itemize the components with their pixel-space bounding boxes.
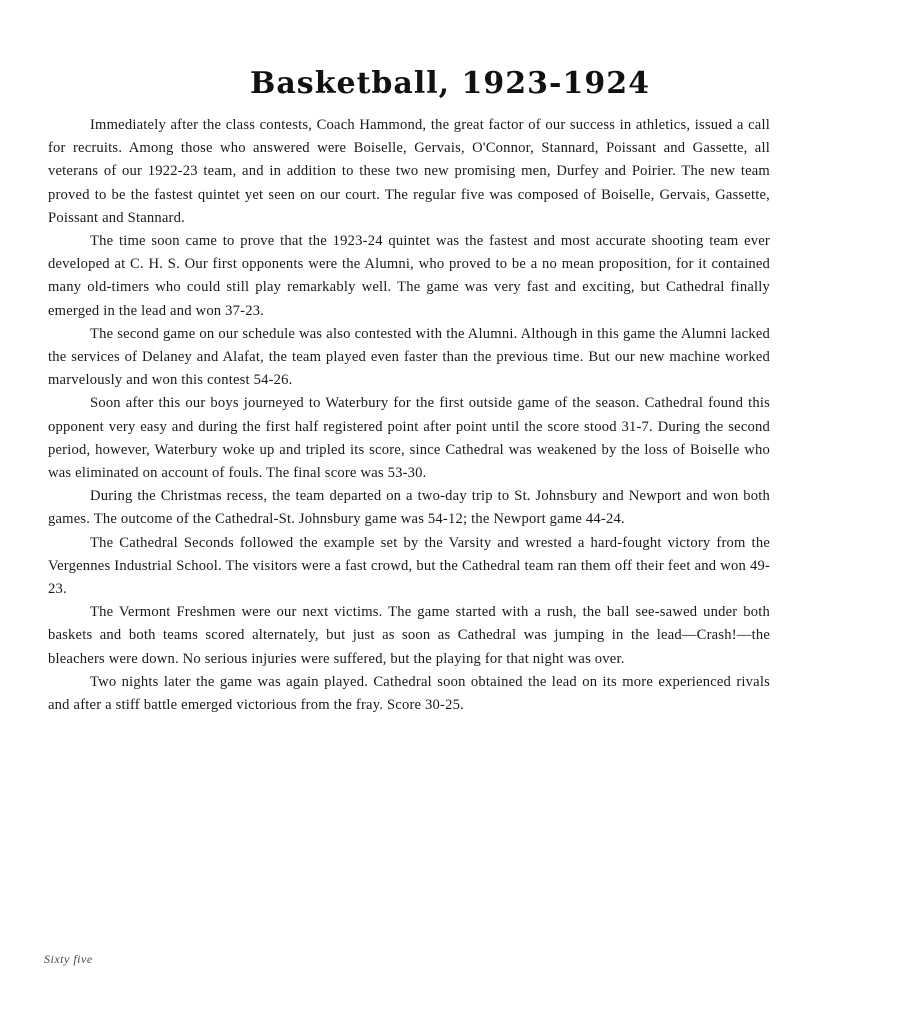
paragraph: During the Christmas recess, the team departed on a two-day trip to St. Johnsbury and Newport and won both games. The outcome of the Cathedral-St. Johnsbury game was 54-12; the Newport game 44-24. [48,488,770,528]
paragraph: Two nights later the game was again played. Cathedral soon obtained the lead on its more experienced rivals and after a stiff battle emerged victorious from the fray. Score 30-25. [48,673,770,714]
paragraph: Immediately after the class contests, Coach Hammond, the great factor of our success in athletics, issued a call for recruits. Among those who answered were Boiselle, Gervais, O'Connor, Stannard, Poissant and Gassette, all veterans of our 1922-23 team, and in addition to these two new promising men, Durfey and Poirier. The new team proved to be the fastest quintet yet seen on our court. The regular five was composed of Boiselle, Gervais, Gassette, Poissant and Stannard. [48,117,770,226]
paragraph: The time soon came to prove that the 1923-24 quintet was the fastest and most accurate shooting team ever developed at C. H. S. Our first opponents were the Alumni, who proved to be a no mean proposition, for it contained many old-timers who could still play remarkably well. The game was very fast and exciting, but Cathedral finally emerged in the lead and won 37-23. [48,233,770,319]
page-title: Basketball, 1923-1924 [250,66,650,102]
paragraph: The Vermont Freshmen were our next victims. The game started with a rush, the ball see-sawed under both baskets and both teams scored alternately, but just as soon as Cathedral was jumping in the lead—Crash!—the bleachers were down. No serious injuries were suffered, but the playing for that night was over. [48,604,770,667]
page-number: Sixty five [44,952,93,966]
paragraph: Soon after this our boys journeyed to Waterbury for the first outside game of the season. Cathedral found this opponent very easy and during the first half registered point after point until the score stood 31-7. During the second period, however, Waterbury woke up and tripled its score, since Cathedral was weakened by the loss of Boiselle who was eliminated on account of fouls. The final score was 53-30. [48,395,770,482]
paragraph: The Cathedral Seconds followed the example set by the Varsity and wrested a hard-fought victory from the Vergennes Industrial School. The visitors were a fast crowd, but the Cathedral team ran them off their feet and won 49-23. [48,534,770,598]
article-body [48,114,770,717]
paragraph: The second game on our schedule was also contested with the Alumni. Although in this game the Alumni lacked the services of Delaney and Alafat, the team played even faster than the previous time. But our new machine worked marvelously and won this contest 54-26. [48,325,770,389]
